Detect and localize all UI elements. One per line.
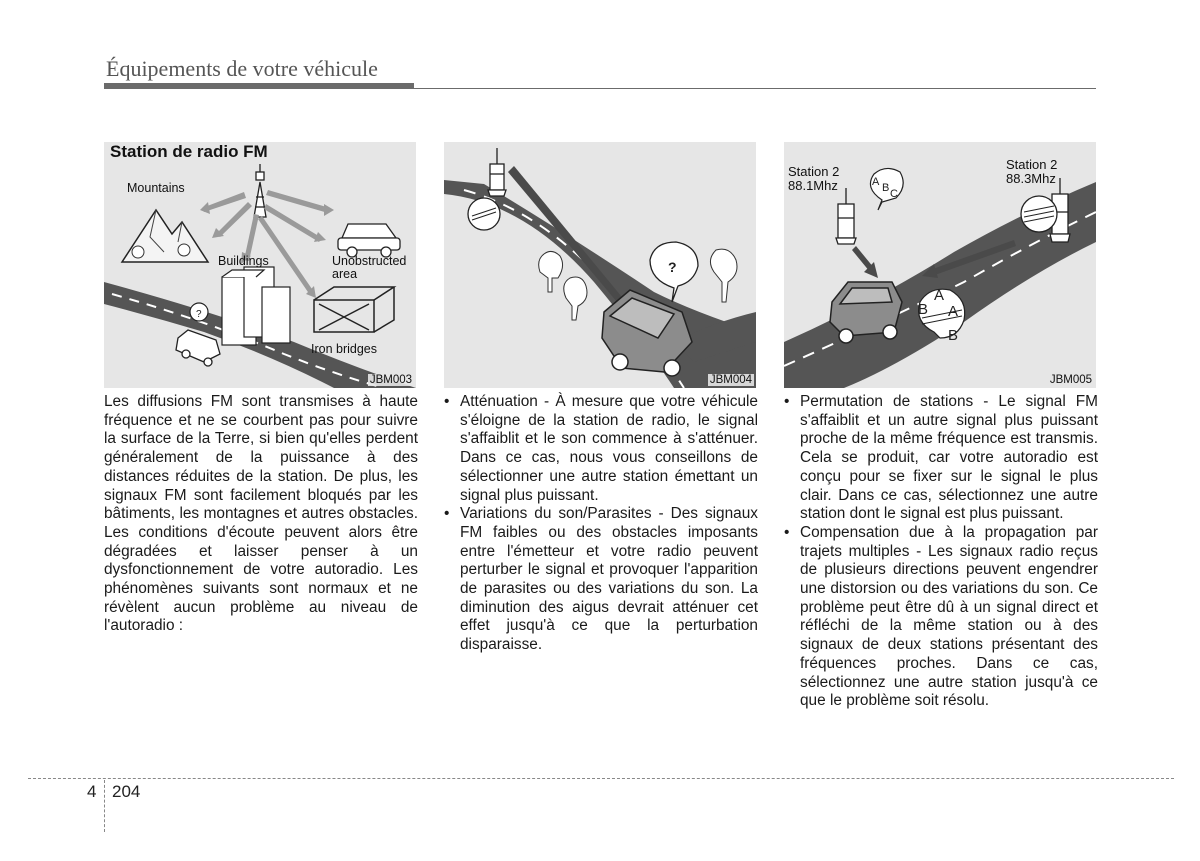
list-item [444, 505, 758, 655]
column-intro [104, 393, 418, 636]
fig2-question-mark: ? [668, 259, 677, 275]
figure-fm-station [104, 142, 416, 388]
label-iron-bridges: Iron bridges [311, 342, 378, 356]
footer-divider [104, 780, 105, 832]
figure-title: Station de radio FM [110, 142, 268, 161]
bullet-glyph: • [444, 505, 450, 523]
column-station-switching [784, 393, 1098, 711]
fig3-bubble-letter-a-right: A [948, 303, 959, 320]
label-freq-right: 88.3Mhz [1006, 171, 1056, 186]
fig3-bubble-letter-a: A [934, 287, 945, 304]
figure-station-switching [784, 142, 1096, 388]
header-rule-thick [104, 83, 414, 89]
list-item [784, 524, 1098, 711]
fig3-letter-c: C [890, 188, 898, 200]
label-mountains: Mountains [127, 181, 185, 195]
bullet-list [444, 393, 758, 655]
fig1-question-mark: ? [196, 309, 202, 320]
label-unobstructed-area: Unobstructed area [332, 254, 407, 281]
figure-code: JBM004 [709, 374, 752, 386]
fig3-letter-a: A [872, 176, 880, 188]
fig3-bubble-letter-b-bottom: B [948, 327, 959, 344]
label-station-left: Station 2 [788, 164, 840, 179]
figure-code: JBM005 [1049, 374, 1092, 386]
list-item-text: Permutation de stations - Le signal FM s'affaiblit et un autre signal plus puissant proche de la même fréquence est transmis. Cela se produit, car votre autoradio est conçu pour se fixer sur le signal le plus clair. Dans ce cas, sélectionnez une autre station dont le signal est plus puissant. [800, 393, 1098, 523]
bullet-list [784, 393, 1098, 711]
bullet-glyph: • [784, 523, 790, 541]
list-item [784, 393, 1098, 524]
header-rule-thin [414, 88, 1096, 89]
column-attenuation [444, 393, 758, 655]
list-item-text: Variations du son/Parasites - Des signaux FM faibles ou des obstacles imposants entre l'émetteur et votre radio peuvent perturber le signal et provoquer l'apparition de parasites ou des variations du son. La diminution des aigus devrait atténuer cet effet jusqu'à ce que la perturbation disparaisse. [460, 505, 758, 654]
label-buildings: Buildings [218, 254, 269, 268]
figure-attenuation [444, 142, 756, 388]
bullet-glyph: • [784, 393, 790, 410]
list-item-text: Compensation due à la propagation par trajets multiples - Les signaux radio reçus de plusieurs directions peuvent engendrer une distorsion ou des variations du son. Ce problème peut être dû à un signal direct et réfléchi de la même station ou à des signaux de deux stations présentant des fréquences proches. Dans ce cas, sélectionnez une autre station jusqu'à ce que le problème soit résolu. [800, 523, 1098, 710]
label-station-right: Station 2 [1006, 157, 1058, 172]
fig3-bubble-letter-b-left: B [918, 301, 929, 318]
list-item-text: Atténuation - À mesure que votre véhicule s'éloigne de la station de radio, le signal s'affaiblit et le son commence à s'atténuer. Dans ce cas, nous vous conseillons de sélectionner une autre station émettant un signal plus puissant. [460, 393, 758, 504]
attenuation-illustration [444, 142, 756, 388]
footer-rule [28, 778, 1174, 779]
intro-paragraph: Les diffusions FM sont transmises à haute fréquence et ne se courbent pas pour suivre la surface de la Terre, si bien qu'elles perdent généralement de la puissance à des distances réduites de la station. De plus, les signaux FM sont facilement bloqués par les bâtiments, les montagnes et autres obstacles. Les conditions d'écoute peuvent alors être dégradées et laisser penser à un dysfonctionnement de votre autoradio. Les phénomènes suivants sont normaux et ne révèlent aucun problème au niveau de l'autoradio : [104, 393, 418, 635]
section-title: Équipements de votre véhicule [106, 56, 378, 81]
bullet-glyph: • [444, 393, 450, 410]
label-freq-left: 88.1Mhz [788, 178, 838, 193]
figure-code: JBM003 [369, 374, 412, 386]
chapter-number: 4 [87, 782, 97, 801]
list-item [444, 393, 758, 505]
page-number: 204 [112, 782, 141, 801]
fig3-letter-b: B [882, 182, 890, 194]
